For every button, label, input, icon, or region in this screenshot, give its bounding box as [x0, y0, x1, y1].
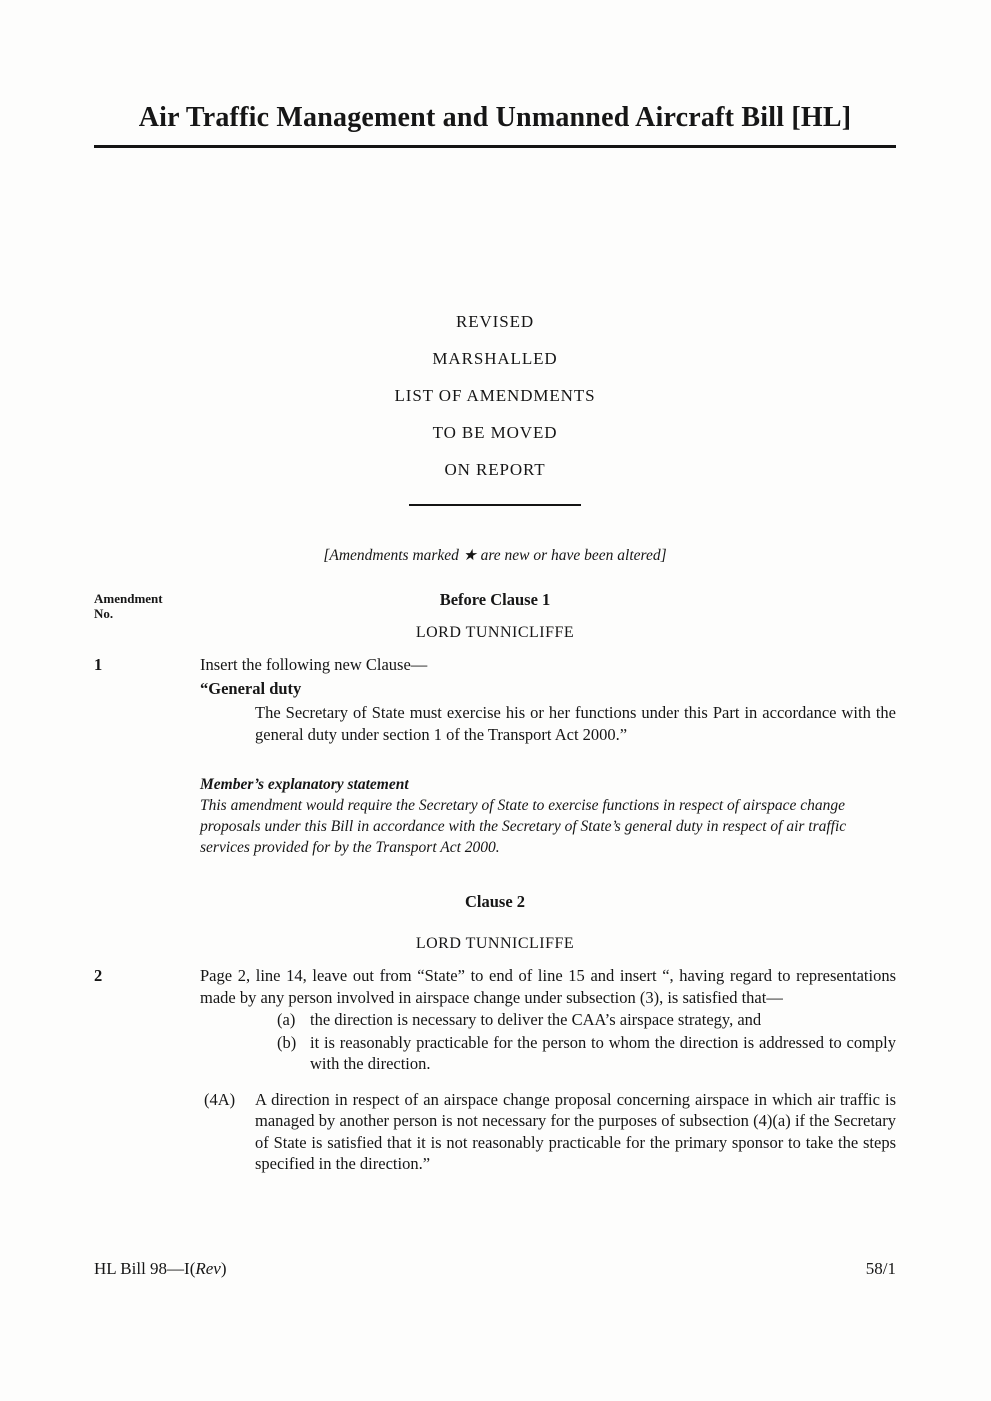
header-line-list-of-amendments: LIST OF AMENDMENTS [394, 386, 596, 405]
amendment-2-number: 2 [94, 966, 103, 985]
footer-page-reference: 58/1 [865, 1259, 896, 1278]
subsection-4a-text: A direction in respect of an airspace change proposal concerning airspace in which air traffic is managed by another person is not necessary for the purposes of subsection (4)(a) if the Secretary of State is satisfied that it is not reasonably practicable for the primary sponsor to take the steps specified in the direction.” [255, 1089, 896, 1173]
document-content [94, 0, 896, 1175]
amendment-1 [94, 654, 896, 858]
explanatory-statement [200, 774, 896, 858]
explanatory-statement-heading: Member’s explanatory statement [200, 776, 409, 793]
mover-name-section-2: LORD TUNNICLIFFE [415, 935, 575, 952]
amendment-2-item-a [200, 1009, 896, 1031]
explanatory-statement-text: This amendment would require the Secretary of State to exercise functions in respect of airspace change proposals under this Bill in accordance with the Secretary of State’s general duty in respect of air traffic services provided for by the Transport Act 2000. [200, 797, 847, 856]
footer-bill-reference [94, 1258, 227, 1279]
header-line-revised: REVISED [455, 312, 535, 331]
header-line-to-be-moved: TO BE MOVED [432, 423, 558, 442]
amendment-2-lead-text: Page 2, line 14, leave out from “State” to end of line 15 and insert “, having regard to representations made by any person involved in airspace change under subsection (3), is satisfied that— [200, 966, 896, 1007]
title-rule [94, 145, 896, 148]
document-title: Air Traffic Management and Unmanned Aircraft Bill [HL] [138, 102, 852, 133]
page-footer [94, 1258, 896, 1279]
header-lines [94, 303, 896, 488]
amendment-1-clause-title: “General duty [200, 678, 302, 698]
amendment-2 [94, 965, 896, 1175]
subsection-4a-label: (4A) [204, 1089, 236, 1109]
item-b-label: (b) [277, 1032, 297, 1052]
amendment-2-subsection-4a [200, 1089, 896, 1175]
section-heading-before-clause-1: Before Clause 1 [439, 590, 551, 609]
amendment-1-body [200, 654, 896, 858]
footer-bill-reference-rev: Rev [195, 1259, 221, 1278]
amendment-2-item-b [200, 1032, 896, 1075]
header-line-on-report: ON REPORT [444, 460, 546, 479]
amendment-no-label-line1: Amendment [94, 591, 163, 606]
header-line-marshalled: MARSHALLED [432, 349, 558, 368]
before-clause-1-row [94, 590, 896, 621]
section-heading-clause-2: Clause 2 [464, 892, 526, 911]
marked-note: [Amendments marked ★ are new or have been altered] [323, 547, 667, 564]
footer-bill-reference-suffix: ) [220, 1259, 227, 1278]
amendment-1-instruction: Insert the following new Clause— [200, 655, 428, 674]
amendment-2-body [200, 965, 896, 1175]
item-a-text: the direction is necessary to deliver the CAA’s airspace strategy, and [310, 1010, 762, 1029]
footer-bill-reference-prefix: HL Bill 98—I( [94, 1259, 196, 1278]
amendment-1-clause-text: The Secretary of State must exercise his or her functions under this Part in accordance with the general duty under section 1 of the Transport Act 2000.” [255, 703, 896, 744]
mover-name-section-1: LORD TUNNICLIFFE [415, 624, 575, 641]
amendment-1-number: 1 [94, 655, 103, 674]
amendment-no-label-line2: No. [94, 606, 114, 621]
section-divider [409, 504, 581, 506]
amendment-no-column-label [94, 591, 163, 621]
item-a-label: (a) [277, 1010, 296, 1029]
item-b-text: it is reasonably practicable for the person to whom the direction is addressed to comply with the direction. [310, 1032, 896, 1073]
